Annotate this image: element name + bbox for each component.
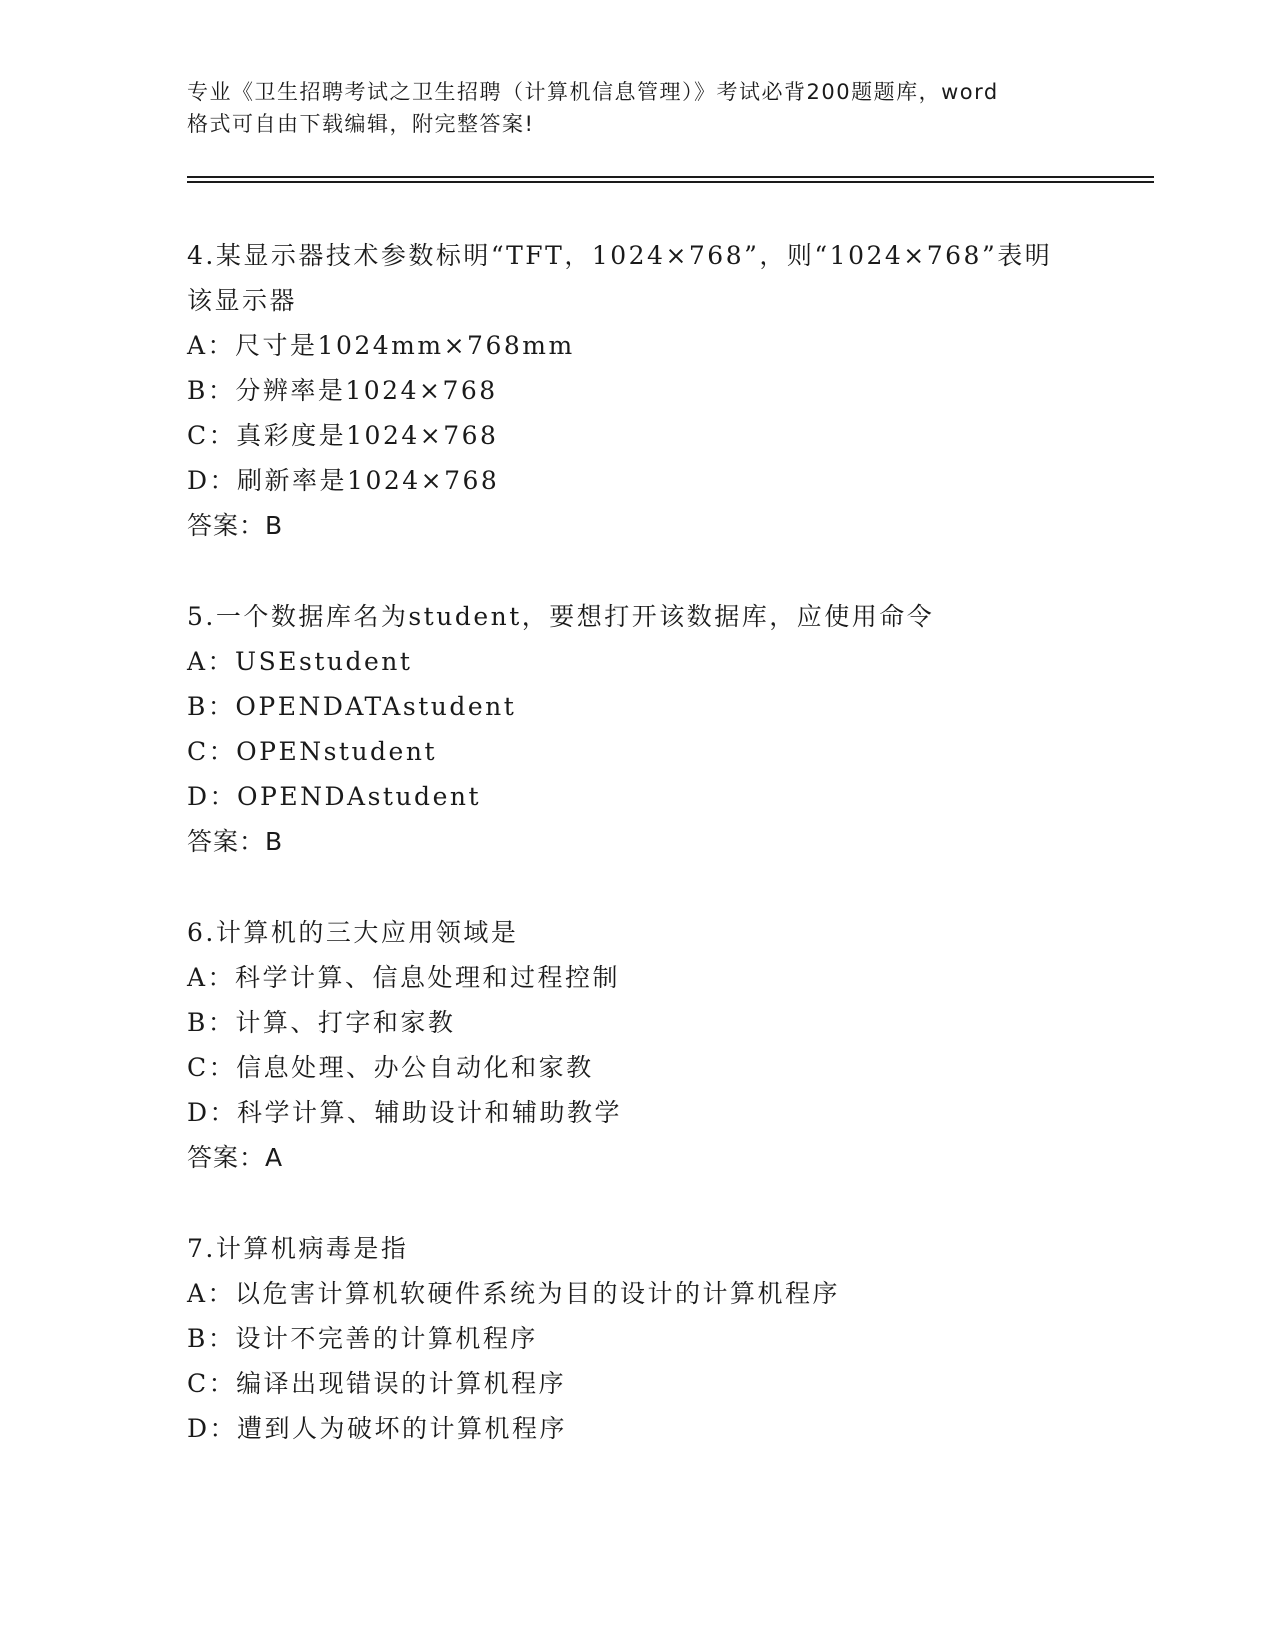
option-a: A：USEstudent (187, 647, 413, 676)
option-a: A：以危害计算机软硬件系统为目的设计的计算机程序 (187, 1279, 841, 1308)
question-4 (187, 233, 1087, 548)
question-5 (187, 594, 1087, 864)
answer-line: 答案：A (187, 1143, 284, 1172)
question-stem: 5.一个数据库名为student，要想打开该数据库，应使用命令 (187, 602, 935, 631)
header-divider-bottom (187, 181, 1154, 183)
question-stem-continued: 该显示器 (187, 286, 298, 315)
option-b: B：OPENDATAstudent (187, 692, 517, 721)
answer-line: 答案：B (187, 827, 284, 856)
option-d: D：科学计算、辅助设计和辅助教学 (187, 1098, 623, 1127)
option-c: C：OPENstudent (187, 737, 437, 766)
question-6 (187, 910, 1087, 1180)
header-divider-top (187, 176, 1154, 178)
question-7 (187, 1226, 1087, 1451)
question-stem: 4.某显示器技术参数标明“TFT，1024×768”，则“1024×768”表明 (187, 241, 1053, 270)
option-a: A：尺寸是1024mm×768mm (187, 331, 575, 360)
option-c: C：信息处理、办公自动化和家教 (187, 1053, 594, 1082)
header-line-1: 专业《卫生招聘考试之卫生招聘（计算机信息管理）》考试必背200题题库，word (187, 80, 999, 104)
question-list (187, 233, 1087, 1497)
option-d: D：OPENDAstudent (187, 782, 482, 811)
option-a: A：科学计算、信息处理和过程控制 (187, 963, 621, 992)
question-stem: 7.计算机病毒是指 (187, 1234, 409, 1263)
header-line-2: 格式可自由下载编辑，附完整答案! (187, 112, 535, 136)
answer-line: 答案：B (187, 511, 284, 540)
option-c: C：编译出现错误的计算机程序 (187, 1369, 567, 1398)
option-b: B：分辨率是1024×768 (187, 376, 498, 405)
option-b: B：设计不完善的计算机程序 (187, 1324, 538, 1353)
option-c: C：真彩度是1024×768 (187, 421, 499, 450)
option-d: D：遭到人为破坏的计算机程序 (187, 1414, 568, 1443)
document-header (187, 76, 1087, 140)
option-d: D：刷新率是1024×768 (187, 466, 500, 495)
option-b: B：计算、打字和家教 (187, 1008, 456, 1037)
question-stem: 6.计算机的三大应用领域是 (187, 918, 519, 947)
